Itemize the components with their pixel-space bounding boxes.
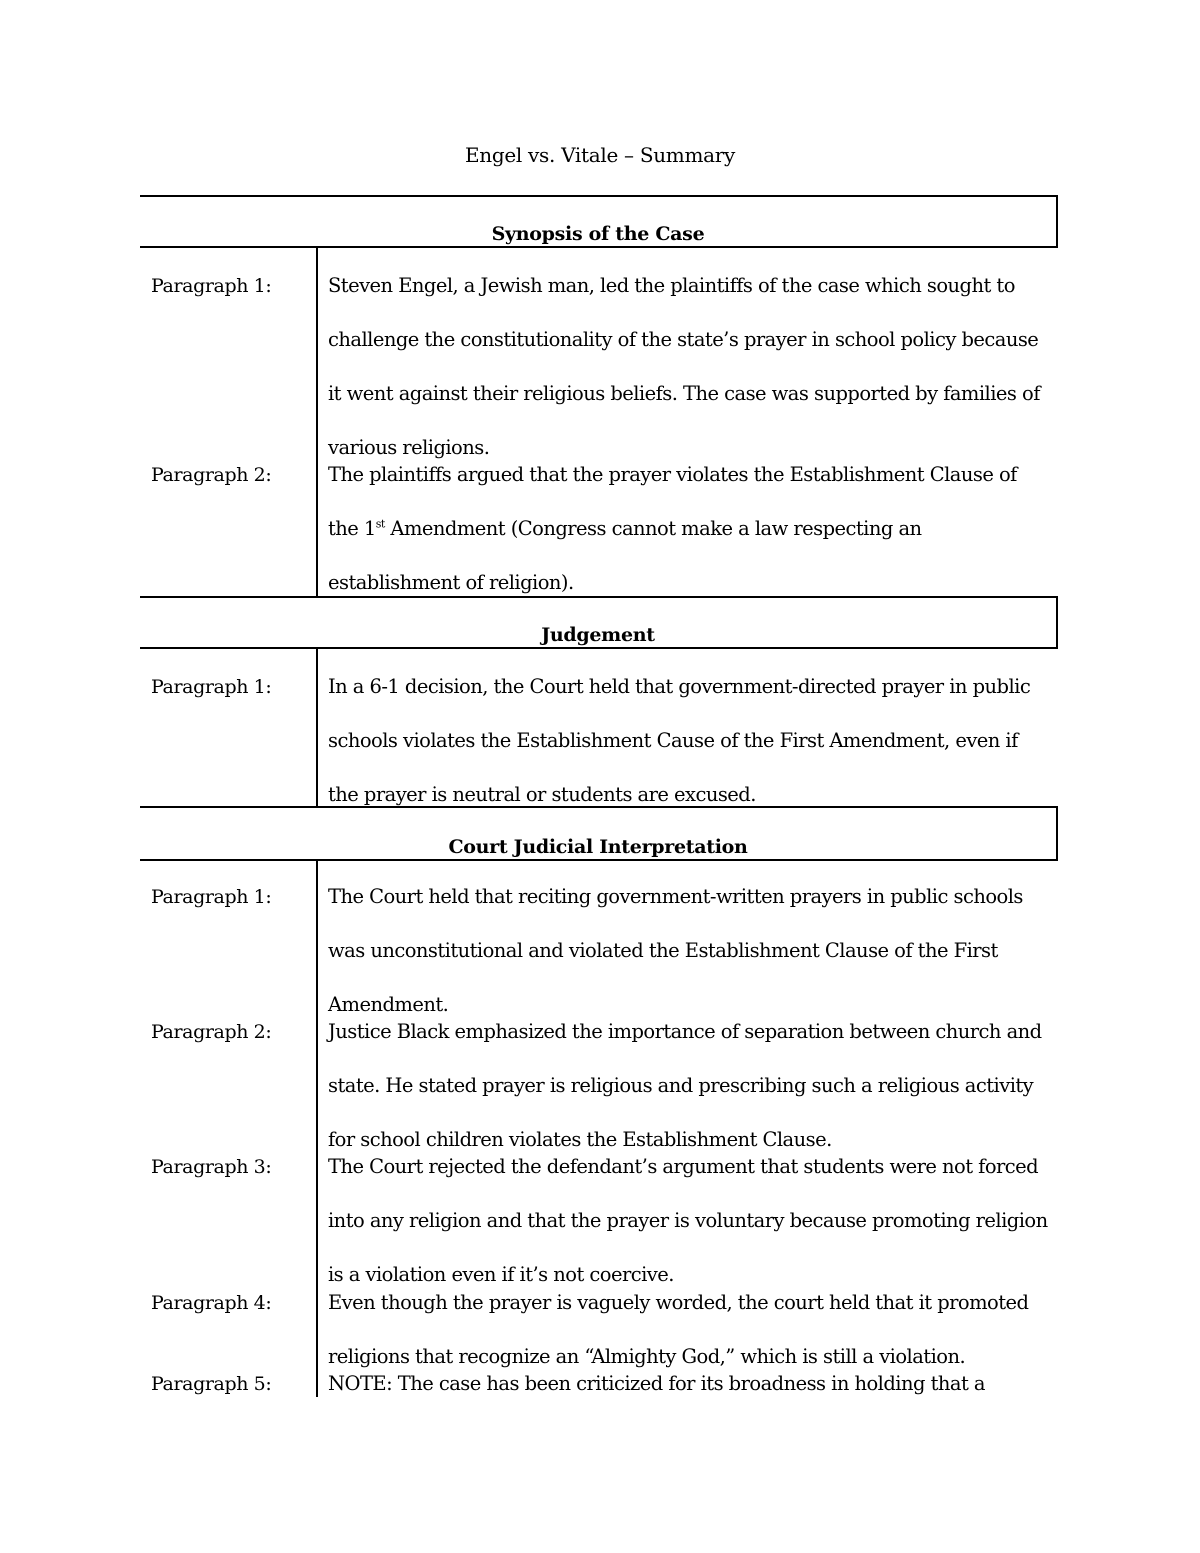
text-line: religions that recognize an “Almighty God,” which is still a violation. [328,1345,966,1368]
text-line: The plaintiffs argued that the prayer violates the Establishment Clause of [328,463,1017,486]
paragraph-text [328,448,1056,610]
text-line: state. He stated prayer is religious and prescribing such a religious activity [328,1074,1034,1097]
text-line: The Court rejected the defendant’s argument that students were not forced [328,1155,1039,1178]
text-line-rest: Amendment (Congress cannot make a law respecting an [390,517,922,540]
paragraph-label: Paragraph 4: [151,1292,272,1314]
text-line: The Court held that reciting government-written prayers in public schools [328,885,1023,908]
paragraph-label: Paragraph 1: [151,676,272,698]
paragraph-label: Paragraph 2: [151,464,272,486]
ordinal-prefix: the 1 [328,517,376,540]
section-heading: Court Judicial Interpretation [448,836,748,858]
text-line: into any religion and that the prayer is voluntary because promoting religion [328,1209,1048,1232]
paragraph-label: Paragraph 2: [151,1021,272,1043]
text-line: In a 6-1 decision, the Court held that government-directed prayer in public [328,675,1031,698]
text-line: challenge the constitutionality of the state’s prayer in school policy because [328,328,1039,351]
text-line: schools violates the Establishment Cause of the First Amendment, even if [328,729,1018,752]
paragraph-text [328,660,1056,822]
paragraph-text [328,1357,1056,1411]
paragraph-label: Paragraph 3: [151,1156,272,1178]
text-line: Amendment. [328,993,449,1016]
text-line: was unconstitutional and violated the Establishment Clause of the First [328,939,998,962]
section-heading: Judgement [541,624,655,646]
section-heading: Synopsis of the Case [491,223,705,245]
text-line: NOTE: The case has been criticized for its broadness in holding that a [328,1372,985,1395]
ordinal-suffix: st [375,517,385,531]
text-line: the prayer is neutral or students are excused. [328,783,756,806]
text-line: establishment of religion). [328,571,574,594]
text-line: Even though the prayer is vaguely worded, the court held that it promoted [328,1291,1029,1314]
column-divider [316,647,318,807]
paragraph-label: Paragraph 1: [151,886,272,908]
text-line: Steven Engel, a Jewish man, led the plaintiffs of the case which sought to [328,274,1015,297]
text-line: various religions. [328,436,490,459]
text-line: for school children violates the Establishment Clause. [328,1128,832,1151]
text-line: Justice Black emphasized the importance of separation between church and [328,1020,1042,1043]
paragraph-label: Paragraph 5: [151,1373,272,1395]
paragraph-text [328,259,1056,421]
text-line-with-ordinal [328,502,1056,556]
section-header-judgement [140,596,1058,649]
text-line: is a violation even if it’s not coercive. [328,1263,674,1286]
text-line: it went against their religious beliefs. The case was supported by families of [328,382,1040,405]
column-divider [316,246,318,597]
section-header-synopsis [140,195,1058,248]
column-divider [316,859,318,1397]
section-header-interpretation [140,806,1058,861]
paragraph-label: Paragraph 1: [151,275,272,297]
page-title: Engel vs. Vitale – Summary [464,143,736,167]
